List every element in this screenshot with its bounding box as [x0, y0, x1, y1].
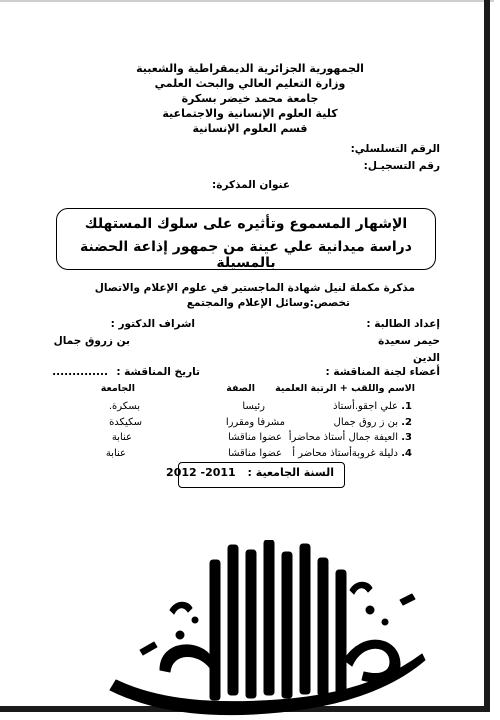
member-university: سكيكدة: [109, 417, 142, 428]
member-name: علي اجقو.أستاذ: [333, 401, 398, 412]
student-name-line1: حيمر سعيدة: [378, 335, 440, 347]
member-number: 1.: [401, 401, 412, 412]
prepared-by-label: إعداد الطالبة :: [366, 318, 440, 330]
member-name: العيفة جمال أستاذ محاضرأ: [288, 432, 398, 443]
university-line: جامعة محمد خيضر بسكرة: [181, 92, 319, 105]
calligraphy-emblem: [100, 540, 430, 720]
defense-date-value: ..............: [52, 366, 108, 378]
supervisor-name: بن زروق جمال: [53, 335, 130, 347]
member-number: 2.: [401, 417, 412, 428]
committee-header-name: الاسم واللقب + الرتبة العلمية: [275, 383, 415, 394]
thesis-title-label: عنوان المذكرة:: [212, 179, 290, 191]
committee-header-role: الصفة: [226, 383, 255, 394]
thesis-title-box: [56, 208, 436, 270]
member-university: بسكرة.: [108, 401, 140, 412]
member-role: رئيسا: [242, 401, 265, 412]
member-number: 3.: [401, 432, 412, 443]
ministry-line: وزارة التعليم العالي والبحث العلمي: [154, 77, 346, 90]
thesis-title-line1: الإشهار المسموع وتأثيره على سلوك المستهلك: [84, 216, 408, 232]
supervisor-label: اشراف الدكتور :: [110, 318, 195, 330]
member-name: دليلة غروبةأستاذ محاضر أ: [292, 448, 398, 459]
record-number-label: رقم التسجيـل:: [363, 160, 440, 172]
thesis-title-line2: دراسة ميدانية علي عينة من جمهور إذاعة الحضنة بالمسيلة: [80, 239, 412, 271]
member-role: عضوا مناقشا: [228, 448, 282, 459]
committee-title: أعضاء لجنة المناقشة :: [325, 366, 440, 378]
republic-line: الجمهورية الجزائرية الديمقراطية والشعبية: [136, 62, 364, 75]
member-name: بن ز روق جمال: [333, 417, 398, 428]
member-university: عنابة: [105, 448, 126, 459]
defense-date-label: تاريخ المناقشة :: [116, 366, 200, 378]
student-name-line2: الدين: [413, 352, 440, 364]
serial-number-label: الرقم التسلسلي:: [350, 143, 440, 155]
member-role: مشرفا ومقررا: [225, 417, 285, 428]
academic-year-label: السنة الجامعية :: [247, 466, 334, 479]
department-line: قسم العلوم الإنسانية: [192, 122, 308, 135]
committee-header-university: الجامعة: [100, 383, 135, 394]
specialty-line: تخصص:وسائل الإعلام والمجتمع: [186, 297, 350, 309]
academic-year-box: [166, 462, 345, 488]
faculty-line: كلية العلوم الإنسانية والاجتماعية: [162, 107, 338, 120]
member-number: 4.: [401, 448, 412, 459]
degree-line: مذكرة مكملة لنيل شهادة الماجستير في علوم الإعلام والاتصال: [94, 282, 415, 294]
academic-year-value: 2011- 2012: [166, 466, 236, 479]
member-university: عنابة: [111, 432, 132, 443]
member-role: عضوا مناقشا: [228, 432, 282, 443]
